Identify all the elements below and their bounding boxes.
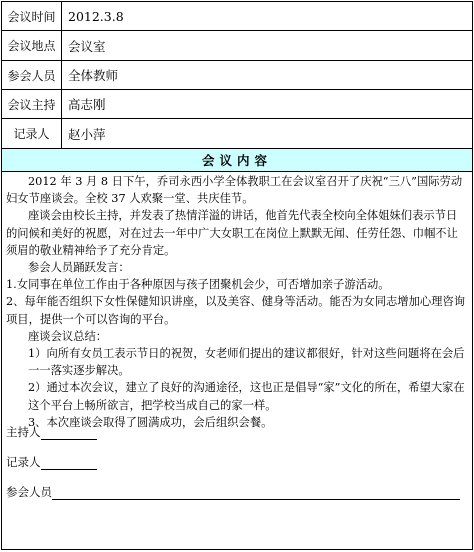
host-signature-line	[41, 425, 97, 440]
recorder-signature-line	[41, 455, 97, 470]
host-signature-label: 主持人	[6, 425, 41, 439]
recorder-signature-label: 记录人	[6, 455, 41, 469]
content-paragraph: 参会人员踊跃发言：	[28, 261, 130, 275]
meeting-record-form	[1, 1, 473, 550]
attendees-signature	[6, 484, 460, 500]
content-paragraph: 2）通过本次会议，建立了良好的沟通途径，这也正是倡导“家”文化的所在，希望大家在这个平台上畅所欲言，把学校当成自己的家一样。	[28, 381, 465, 412]
info-value: 会议室	[68, 38, 106, 54]
content-section-title: 会议内容	[2, 149, 472, 172]
content-paragraph: 1）向所有女员工表示节日的祝贺，女老师们提出的建议都很好，针对这些问题将在会后一一落实逐步解决。	[28, 347, 465, 378]
info-label: 会议时间	[2, 2, 62, 30]
info-row-attendees	[2, 61, 472, 90]
recorder-signature	[6, 454, 97, 470]
content-paragraph: 座谈会议总结：	[28, 329, 108, 343]
info-label: 会议地点	[2, 31, 62, 60]
content-paragraph: 3、本次座谈会取得了圆满成功，会后组织会餐。	[28, 415, 273, 429]
info-value: 全体教师	[68, 68, 119, 83]
content-paragraph: 2、每年能否组织下女性保健知识讲座，以及美容、健身等活动。能否为女同志增加心理咨询项目，提供一个可以咨询的平台。	[6, 295, 466, 326]
meeting-content	[6, 173, 468, 431]
info-row-location	[2, 31, 472, 61]
info-value: 赵小萍	[68, 126, 106, 142]
info-row-recorder	[2, 119, 472, 149]
content-paragraph: 座谈会由校长主持，并发表了热情洋溢的讲话，他首先代表全校向全体姐妹们表示节日的问候和美好的祝愿，对在过去一年中广大女职工在岗位上默默无闻、任劳任怨、巾帼不让须眉的敬业精神给予了充分肯定。	[6, 209, 458, 257]
info-row-host	[2, 90, 472, 119]
info-label: 记录人	[2, 119, 62, 148]
info-label: 会议主持	[2, 90, 62, 118]
content-paragraph: 2012 年 3 月 8 日下午，乔司永西小学全体教职工在会议室召开了庆祝“三八”国际劳动妇女节座谈会。全校 37 人欢聚一堂、共庆佳节。	[6, 175, 463, 206]
info-value: 高志刚	[68, 97, 106, 112]
content-paragraph: 1.女同事在单位工作由于各种原因与孩子团聚机会少，可否增加亲子游活动。	[6, 278, 390, 292]
attendees-signature-label: 参会人员	[6, 485, 52, 499]
info-label: 参会人员	[2, 61, 62, 89]
host-signature	[6, 424, 97, 440]
info-value: 2012.3.8	[68, 8, 124, 24]
attendees-signature-line	[52, 485, 460, 500]
info-row-time	[2, 2, 472, 31]
